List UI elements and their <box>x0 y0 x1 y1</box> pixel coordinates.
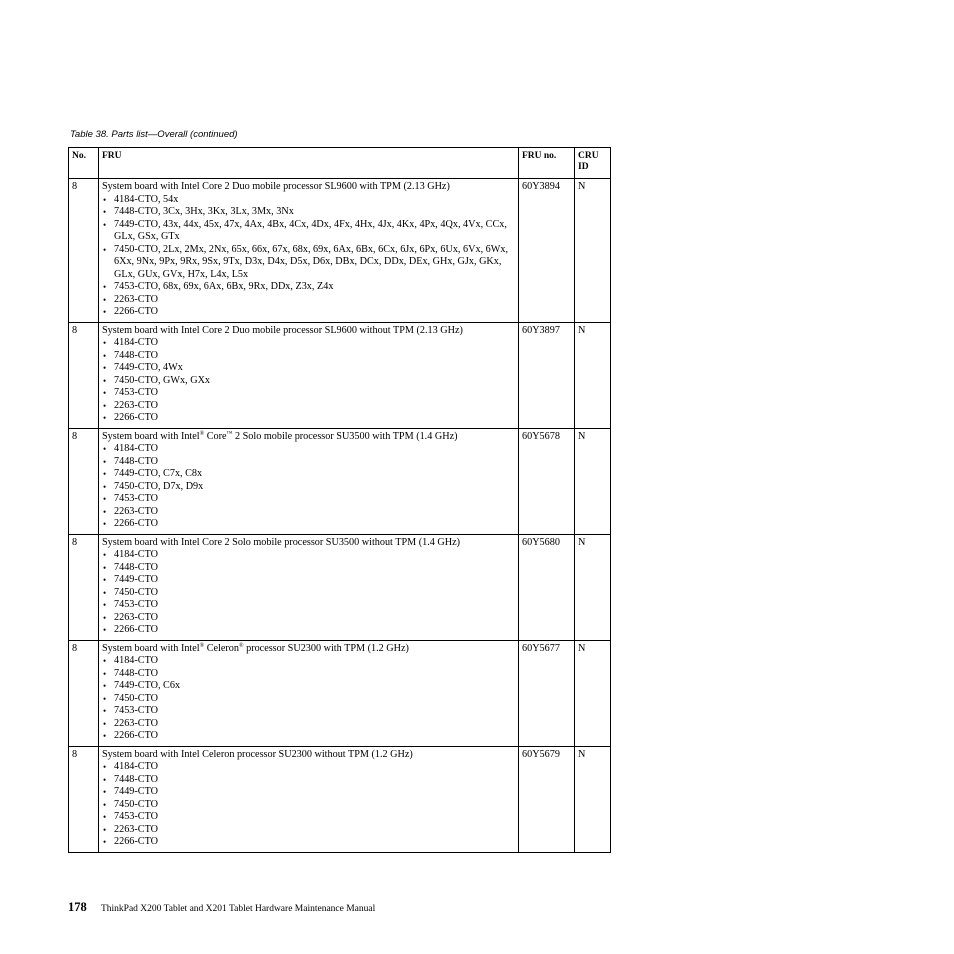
list-item: • 2266-CTO <box>102 836 515 849</box>
model-list <box>102 194 515 319</box>
fru-title-text: processor SU2300 with TPM (1.2 GHz) <box>243 642 409 654</box>
fru-title-text: System board with Intel Core 2 Duo mobile processor SL9600 without TPM (2.13 GHz) <box>102 324 463 336</box>
list-item: • 2263-CTO <box>102 824 515 837</box>
list-item: • 7453-CTO <box>102 599 515 612</box>
fru-title <box>102 325 515 338</box>
parts-list-table <box>68 147 611 853</box>
fru-title-text: System board with Intel Core 2 Duo mobile processor SL9600 with TPM (2.13 GHz) <box>102 181 450 192</box>
table-row <box>69 428 611 534</box>
manual-title: ThinkPad X200 Tablet and X201 Tablet Hardware Maintenance Manual <box>100 904 376 914</box>
table-body <box>69 179 611 853</box>
trademark-mark: ® <box>238 642 244 649</box>
row-number: 8 <box>69 428 99 534</box>
header-fru: FRU <box>99 148 519 179</box>
row-number: 8 <box>69 179 99 323</box>
list-item: • 7453-CTO <box>102 705 515 718</box>
fru-title <box>102 643 515 656</box>
list-item: • 2266-CTO <box>102 624 515 637</box>
cru-id: N <box>575 179 611 323</box>
list-item: • 7448-CTO, 3Cx, 3Hx, 3Kx, 3Lx, 3Mx, 3Nx <box>102 206 515 219</box>
list-item: • 2266-CTO <box>102 730 515 743</box>
fru-number: 60Y5680 <box>519 534 575 640</box>
list-item: • 4184-CTO <box>102 337 515 350</box>
list-item: • 7453-CTO <box>102 811 515 824</box>
row-number: 8 <box>69 534 99 640</box>
table-row <box>69 179 611 323</box>
list-item: • 2266-CTO <box>102 306 515 319</box>
fru-description <box>99 746 519 852</box>
fru-title-text: Core <box>204 430 227 442</box>
fru-title <box>102 181 515 194</box>
list-item: • 2266-CTO <box>102 518 515 531</box>
list-item: • 7449-CTO, 4Wx <box>102 362 515 375</box>
list-item: • 7449-CTO, C6x <box>102 680 515 693</box>
fru-number: 60Y5678 <box>519 428 575 534</box>
model-list <box>102 337 515 425</box>
model-list <box>102 549 515 637</box>
header-no: No. <box>69 148 99 179</box>
page-number: 178 <box>68 900 87 914</box>
list-item: • 4184-CTO <box>102 761 515 774</box>
fru-number: 60Y5677 <box>519 640 575 746</box>
fru-number: 60Y3894 <box>519 179 575 323</box>
list-item: • 7453-CTO <box>102 387 515 400</box>
list-item: • 7450-CTO, 2Lx, 2Mx, 2Nx, 65x, 66x, 67x, 68x, 69x, 6Ax, 6Bx, 6Cx, 6Jx, 6Px, 6Ux, 6Vx, 6Wx, 6Xx, 9Nx, 9Px, 9Rx, 9Sx, 9Tx, D3x, D4x, D5x, D6x, DBx, DCx, DDx, DEx, GHx, GJx, GKx, GLx, GUx, GVx, H7x, L4x, L5x <box>102 244 515 282</box>
header-fru-no: FRU no. <box>519 148 575 179</box>
cru-id: N <box>575 534 611 640</box>
fru-title <box>102 431 515 444</box>
model-list <box>102 761 515 849</box>
list-item: • 7450-CTO <box>102 693 515 706</box>
table-header-row <box>69 148 611 179</box>
list-item: • 7450-CTO, GWx, GXx <box>102 375 515 388</box>
list-item: • 7449-CTO, C7x, C8x <box>102 468 515 481</box>
list-item: • 2263-CTO <box>102 612 515 625</box>
list-item: • 7448-CTO <box>102 774 515 787</box>
page-footer <box>68 900 375 916</box>
row-number: 8 <box>69 640 99 746</box>
fru-description <box>99 179 519 323</box>
table-row <box>69 640 611 746</box>
fru-title-text: System board with Intel Celeron processor SU2300 without TPM (1.2 GHz) <box>102 748 413 760</box>
list-item: • 7450-CTO <box>102 799 515 812</box>
fru-description <box>99 428 519 534</box>
list-item: • 7453-CTO <box>102 493 515 506</box>
list-item: • 4184-CTO <box>102 655 515 668</box>
list-item: • 4184-CTO <box>102 443 515 456</box>
fru-number: 60Y5679 <box>519 746 575 852</box>
fru-description <box>99 640 519 746</box>
table-row <box>69 322 611 428</box>
list-item: • 2263-CTO <box>102 506 515 519</box>
fru-number: 60Y3897 <box>519 322 575 428</box>
list-item: • 7448-CTO <box>102 350 515 363</box>
cru-id: N <box>575 746 611 852</box>
list-item: • 7450-CTO <box>102 587 515 600</box>
fru-title-text: System board with Intel <box>102 642 200 654</box>
list-item: • 7449-CTO <box>102 574 515 587</box>
list-item: • 7448-CTO <box>102 456 515 469</box>
list-item: • 2263-CTO <box>102 400 515 413</box>
list-item: • 7450-CTO, D7x, D9x <box>102 481 515 494</box>
row-number: 8 <box>69 322 99 428</box>
header-cru-id: CRU ID <box>575 148 611 179</box>
cru-id: N <box>575 640 611 746</box>
trademark-mark: ® <box>199 430 205 437</box>
fru-title-text: 2 Solo mobile processor SU3500 with TPM (1.4 GHz) <box>232 430 458 442</box>
fru-title-text: Celeron <box>204 642 239 654</box>
fru-title-text: System board with Intel <box>102 430 200 442</box>
model-list <box>102 655 515 743</box>
cru-id: N <box>575 428 611 534</box>
list-item: • 7448-CTO <box>102 668 515 681</box>
fru-title <box>102 749 515 762</box>
table-row <box>69 534 611 640</box>
table-caption: Table 38. Parts list—Overall (continued) <box>70 129 238 140</box>
list-item: • 2263-CTO <box>102 294 515 307</box>
table-row <box>69 746 611 852</box>
list-item: • 7449-CTO <box>102 786 515 799</box>
cru-id: N <box>575 322 611 428</box>
list-item: • 2266-CTO <box>102 412 515 425</box>
list-item: • 2263-CTO <box>102 718 515 731</box>
list-item: • 4184-CTO <box>102 549 515 562</box>
model-list <box>102 443 515 531</box>
fru-title <box>102 537 515 550</box>
trademark-mark: ® <box>199 642 205 649</box>
list-item: • 7448-CTO <box>102 562 515 575</box>
list-item: • 4184-CTO, 54x <box>102 194 515 207</box>
row-number: 8 <box>69 746 99 852</box>
list-item: • 7449-CTO, 43x, 44x, 45x, 47x, 4Ax, 4Bx, 4Cx, 4Dx, 4Fx, 4Hx, 4Jx, 4Kx, 4Px, 4Qx, 4Vx, CCx, GLx, GSx, GTx <box>102 219 515 244</box>
trademark-mark: ™ <box>226 430 233 437</box>
fru-description <box>99 322 519 428</box>
fru-description <box>99 534 519 640</box>
list-item: • 7453-CTO, 68x, 69x, 6Ax, 6Bx, 9Rx, DDx, Z3x, Z4x <box>102 281 515 294</box>
fru-title-text: System board with Intel Core 2 Solo mobile processor SU3500 without TPM (1.4 GHz) <box>102 536 461 548</box>
